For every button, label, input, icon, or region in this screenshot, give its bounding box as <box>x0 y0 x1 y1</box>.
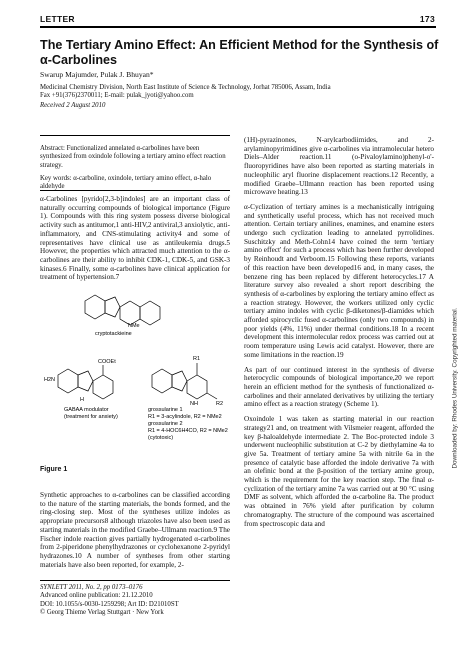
synthesis-paragraph: Synthetic approaches to α-carbolines can be classified according to the nature of the starting materials, the bonds formed, and the ring-closing step. Most of the syntheses utilize indoles as appropriate precursors8 although triazoles have also been used as starting materials in the modified Graebe–Ullmann reaction.9 The Fischer indole reaction gives partially hydrogenated α-carbolines from 2-piperidone phenylhydrazones or cyclohexanone 2-pyridyl hydrazones.10 A number of syntheses from other starting materials have also been reported, for example, 2- <box>40 491 230 569</box>
grossularine-1-label: grossularine 1 <box>148 407 183 413</box>
download-notice <box>448 220 458 470</box>
running-header-label: LETTER <box>40 14 75 24</box>
cryptotackieine-nme-label: NMe <box>128 323 140 329</box>
affiliation-line-2: Fax +91(376)2370011; E-mail: pulak_jyoti@yahoo.com <box>40 92 194 99</box>
abstract-top-rule <box>40 135 230 136</box>
nh-label: NH <box>190 401 198 407</box>
h2n-label: H2N <box>44 377 56 383</box>
figure-caption: Figure 1 <box>40 466 68 473</box>
figure-1-structures <box>40 283 230 453</box>
received-date: Received 2 August 2010 <box>40 102 106 109</box>
abstract <box>40 145 230 191</box>
authors: Swarup Majumder, Pulak J. Bhuyan* <box>40 70 154 79</box>
affiliation-line-1: Medicinal Chemistry Division, North East Institute of Science & Technology, Jorhat 785006, Assam, India <box>40 84 331 91</box>
abstract-text: Abstract: Functionalized annelated α-carbolines have been synthesized from oxindole following a tertiary amino effect reaction strategy. <box>40 145 226 169</box>
footer-rule <box>40 580 230 581</box>
article-title: The Tertiary Amino Effect: An Efficient Method for the Synthesis of α-Carbolines <box>40 38 439 67</box>
cooet-label: COOEt <box>98 359 116 365</box>
download-notice-text: Downloaded by: Rhodes University. Copyrighted material. <box>451 307 459 469</box>
grossularine-1-def: R1 = 3-acylindole, R2 = NMe2 <box>148 414 222 420</box>
header-rule <box>40 26 436 28</box>
right-column <box>244 136 434 528</box>
cytotoxic-label: (cytotoxic) <box>148 435 174 441</box>
copyright: © Georg Thieme Verlag Stuttgart · New York <box>40 608 164 616</box>
right-paragraph-1: (1H)-pyrazinones, N-arylcarbodiimides, and 2-arylaminopyrimidines give α-carbolines via intramolecular hetero Diels–Alder reaction.11 (o-Pivaloylamino)phenyl-o'-fluoropyridines have also been reported as starting materials in nucleophilic aryl fluorine displacement reactions.12 Recently, a modified Graebe–Ullmann reaction has been reported using microwave heating.13 <box>244 136 434 197</box>
figure-1 <box>40 283 230 473</box>
online-date: Advanced online publication: 21.12.2010 <box>40 592 153 600</box>
r2-label: R2 <box>216 401 224 407</box>
abstract-bottom-rule <box>40 190 230 191</box>
gaba-label: GABAA modulator <box>64 407 109 413</box>
right-paragraph-4: Oxoindole 1 was taken as starting material in our reaction strategy21 and, on treatment with Vilsmeier reagent, afforded the key β-haloaldehyde intermediate 2. The Boc-protected indole 3 underwent nucleophilic substitution at C-2 by diethylamine 4a to give 5a. Treatment of tertiary amine 5a with nitrile 6a in the presence of catalytic base afforded the indole derivative 7a with an olefinic bond at the β-position of the tertiary amine group, which is the requirement for the key reaction step. The final α-cyclization of the tertiary amine 7a was carried out at 90 °C using DMF as solvent, which afforded the α-carboline 8a. The product was obtained in 76% yield after purification by column chromatography. The structure of the compound was ascertained from spectroscopic data and <box>244 415 434 528</box>
grossularine-2-label: grossularine 2 <box>148 421 183 427</box>
gaba-label-2: (treatment for anxiety) <box>64 414 118 420</box>
right-paragraph-3: As part of our continued interest in the synthesis of diverse heterocyclic compounds of biological importance,20 we report herein an efficient method for the synthesis of functionalized α-carbolines and their annelated derivatives by utilizing the tertiary amino effect as a reaction strategy (Scheme 1). <box>244 365 434 409</box>
intro-paragraph: α-Carbolines [pyrido[2,3-b]indoles] are an important class of naturally occurring compounds of biological importance (Figure 1). Compounds with this ring system possess diverse biological activity such as antitumor,1 anti-HIV,2 antiviral,3 anxiolytic, anti-inflammatory, and CNS-stimulating activity4 and some of representatives have clinical use as antileukemia drugs.5 However, the properties which attracted much attention to the α-carbolines are their ability to inhibit CDK-1, CDK-5, and GSK-3 kinases.6 Finally, some α-carbolines have clinical application for treatment of hypertension.7 <box>40 195 230 282</box>
journal-line: SYNLETT 2011, No. 2, pp 0173–0176 <box>40 584 143 591</box>
footer <box>40 584 230 617</box>
h-label: H <box>80 397 84 403</box>
doi: DOI: 10.1055/s-0030-1259298; Art ID: D21010ST <box>40 600 179 608</box>
grossularine-2-def: R1 = 4-HOC6H4CO, R2 = NMe2 <box>148 428 228 434</box>
cryptotackieine-label: cryptotackieine <box>95 331 132 337</box>
r1-label: R1 <box>193 356 201 362</box>
page-number: 173 <box>419 14 435 24</box>
right-paragraph-2: α-Cyclization of tertiary amines is a mechanistically intriguing and synthetically useful process, which has not received much attention. Certain tertiary anilines, enamines, and enamine esters undergo such cyclization leading to annelated pyrrolidines. Suschitzky and Meth-Cohn14 have coined the term 'tertiary amino effect' for such a process which has been further developed by Reinhoudt and Verboom.15 Following these reports, variants of this reaction have been developed16 and, in many cases, the benzene ring has been replaced by different heterocycles.17 A literature survey also revealed a short report describing the synthesis of α-carbolines by exploring the tertiary amino effect as a reaction strategy. However, the workers utilized only cyclic tertiary amino indoles with cyclic β-diketones/β-diamides which afforded spirocyclic fused α-carbolines (only two compounds) in poor yields (4%, 11%) under thermal conditions.18 In a recent development this intermolecular redox process was carried out at room temperature using Lewis acid catalyst. However, there are some limitations in the reaction.19 <box>244 202 434 359</box>
keywords: Key words: α-carboline, oxindole, tertiary amino effect, α-halo aldehyde <box>40 174 212 191</box>
